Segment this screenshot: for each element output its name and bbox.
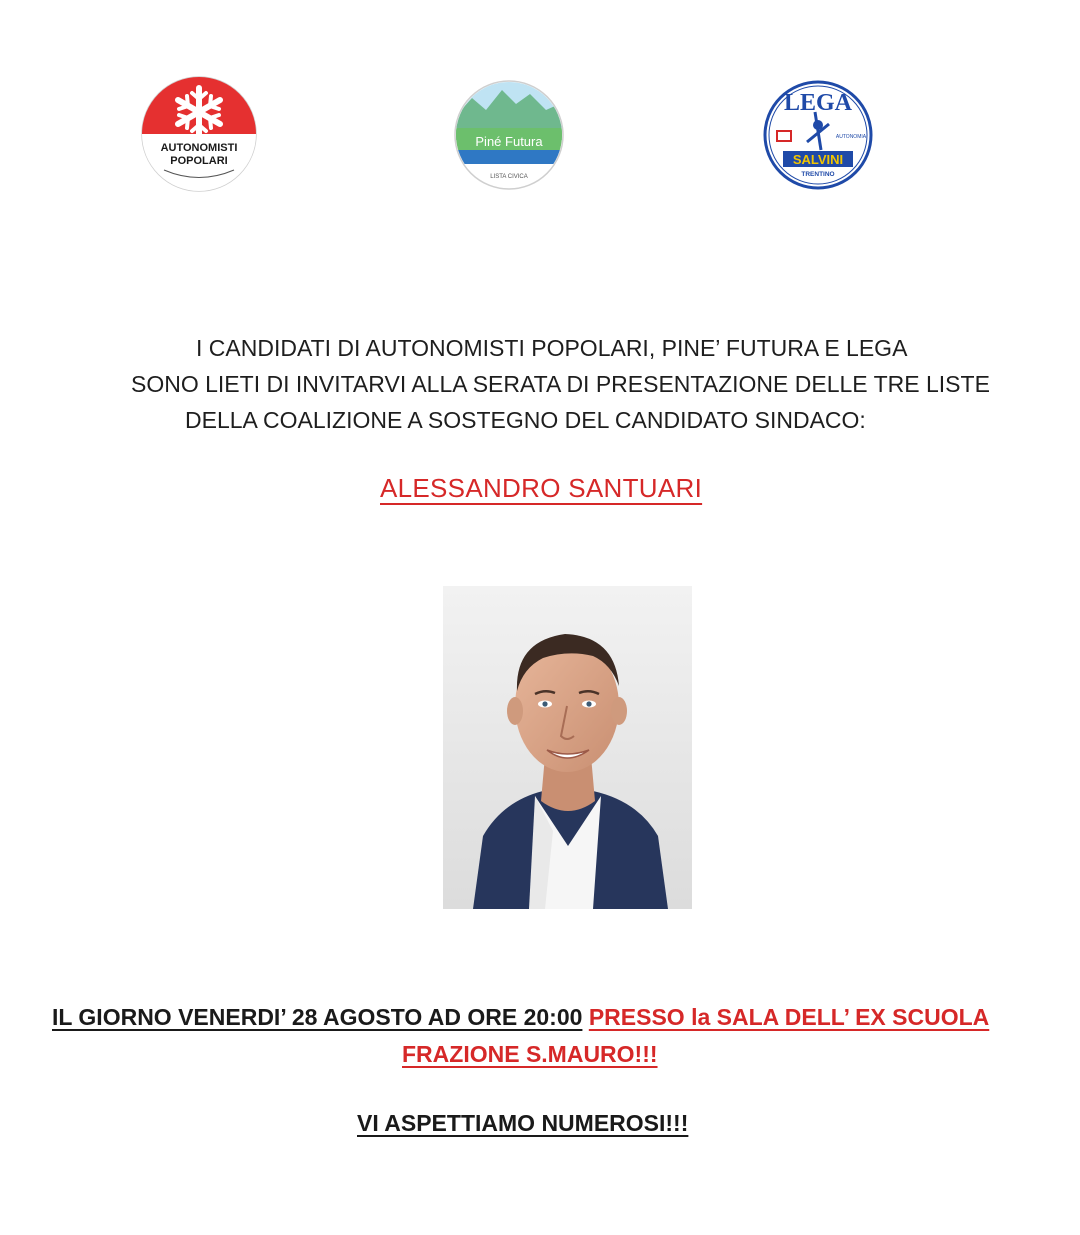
closing-text: VI ASPETTIAMO NUMEROSI!!! — [357, 1110, 689, 1136]
autonomisti-logo-line2: POPOLARI — [170, 155, 228, 167]
lega-logo-side: AUTONOMIA — [835, 134, 867, 140]
candidate-photo — [443, 586, 692, 909]
lega-logo-bottom: TRENTINO — [801, 171, 835, 178]
lega-logo-middle: SALVINI — [792, 152, 844, 167]
autonomisti-logo-line1: AUTONOMISTI — [160, 142, 238, 154]
intro-line-1: I CANDIDATI DI AUTONOMISTI POPOLARI, PINE’ FUTURA E LEGA — [196, 335, 908, 361]
event-where-2: FRAZIONE S.MAURO!!! — [402, 1041, 658, 1067]
autonomisti-popolari-logo — [140, 75, 258, 193]
pine-futura-logo — [454, 80, 564, 190]
lega-logo — [763, 80, 873, 190]
pine-futura-logo-subtitle: LISTA CIVICA — [490, 174, 528, 180]
lega-logo-top: LEGA — [783, 90, 853, 116]
event-where-1: PRESSO la SALA DELL’ EX SCUOLA — [588, 1004, 990, 1030]
event-when: IL GIORNO VENERDI’ 28 AGOSTO AD ORE 20:00 — [52, 1004, 583, 1030]
candidate-name: ALESSANDRO SANTUARI — [380, 473, 703, 503]
event-date-place — [52, 1004, 989, 1031]
intro-line-3: DELLA COALIZIONE A SOSTEGNO DEL CANDIDATO SINDACO: — [185, 407, 866, 433]
intro-line-2: SONO LIETI DI INVITARVI ALLA SERATA DI PRESENTAZIONE DELLE TRE LISTE — [131, 371, 990, 397]
pine-futura-logo-text: Piné Futura — [475, 134, 543, 149]
